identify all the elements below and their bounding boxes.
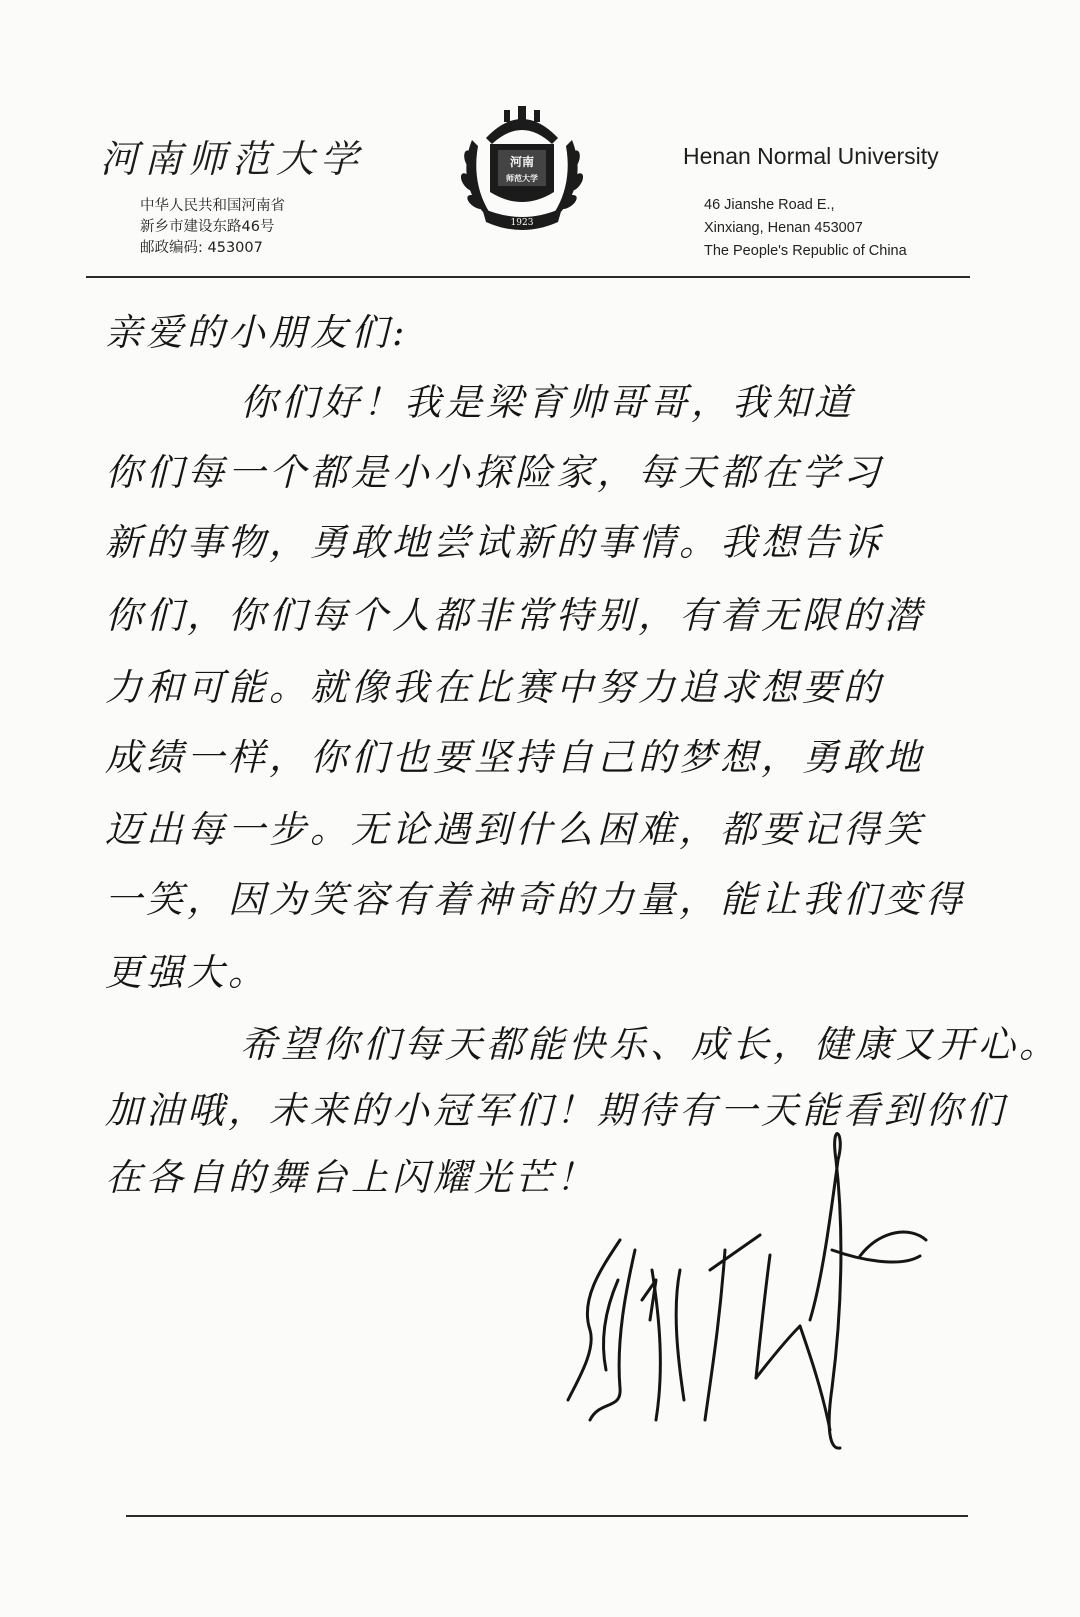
address-english-line: 46 Jianshe Road E., [704, 197, 835, 213]
letter-line: 一笑，因为笑容有着神奇的力量，能让我们变得 [105, 878, 966, 921]
letter-greeting: 亲爱的小朋友们: [105, 311, 409, 354]
emblem-label-bottom: 师范大学 [506, 174, 538, 183]
emblem-label-top: 河南 [509, 155, 535, 169]
letter-line: 力和可能。就像我在比赛中努力追求想要的 [105, 666, 884, 709]
university-name-chinese: 河南师范大学 [100, 137, 365, 181]
letter-line: 你们好！我是梁育帅哥哥，我知道 [240, 381, 855, 424]
letter-line: 你们，你们每个人都非常特别，有着无限的潜 [105, 594, 925, 637]
letter-line: 在各自的舞台上闪耀光芒！ [105, 1156, 597, 1199]
address-english-line: Xinxiang, Henan 453007 [704, 220, 863, 236]
emblem-year: 1923 [510, 218, 534, 228]
letter-line: 你们每一个都是小小探险家，每天都在学习 [105, 451, 884, 494]
university-name-english: Henan Normal University [683, 143, 939, 169]
university-emblem-icon [452, 100, 592, 240]
footer-divider [126, 1515, 968, 1517]
address-chinese [140, 196, 285, 259]
address-english [704, 194, 907, 263]
letterhead-divider [86, 276, 970, 278]
letter-line: 更强大。 [105, 951, 269, 994]
address-english-line: The People's Republic of China [704, 243, 907, 259]
letter-line: 成绩一样，你们也要坚持自己的梦想，勇敢地 [105, 736, 925, 779]
handwritten-signature [560, 1130, 960, 1470]
address-chinese-line: 新乡市建设东路46号 [140, 219, 275, 235]
letter-line: 新的事物，勇敢地尝试新的事情。我想告诉 [105, 521, 884, 564]
letter-line: 迈出每一步。无论遇到什么困难，都要记得笑 [105, 808, 925, 851]
address-chinese-line: 中华人民共和国河南省 [140, 198, 285, 214]
address-chinese-line: 邮政编码: 453007 [140, 240, 263, 256]
letter-line: 加油哦，未来的小冠军们！期待有一天能看到你们 [105, 1089, 1007, 1132]
letter-line: 希望你们每天都能快乐、成长，健康又开心。 [240, 1023, 1060, 1066]
